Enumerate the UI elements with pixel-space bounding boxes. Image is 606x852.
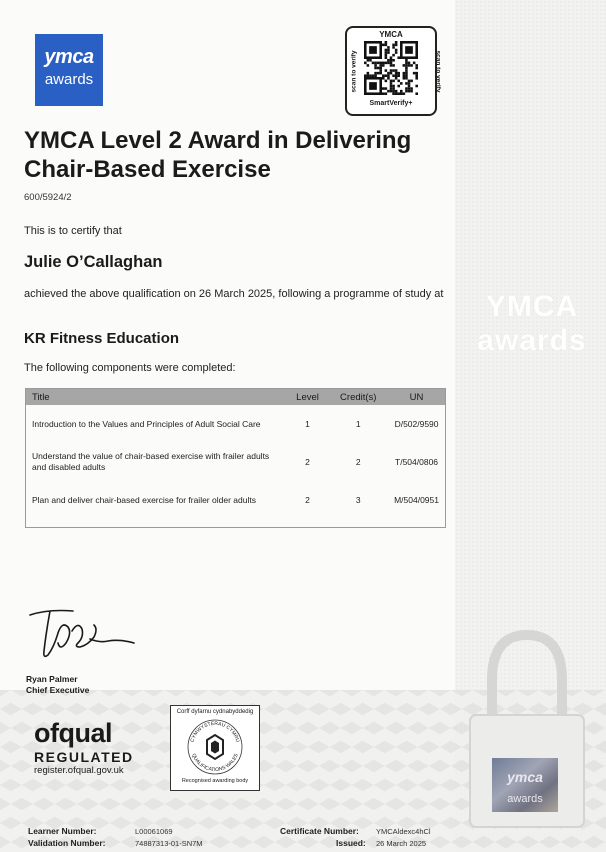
table-row [26,481,446,519]
qualification-title: YMCA Level 2 Award in Delivering Chair-Based Exercise [24,127,412,183]
ofqual-status: REGULATED [34,749,134,765]
hologram-line1: ymca [507,769,543,785]
ymca-awards-logo [35,34,103,106]
header-credits: Credit(s) [328,389,388,406]
certificate-number: YMCAldexc4hCl [376,827,431,836]
qualifications-wales-badge [170,705,260,791]
welsh-bottom-text: Recognised awarding body [181,778,249,784]
validation-number: 74887313-01-SN7M [135,839,203,848]
qr-side-left: scan to verify [350,50,358,93]
unit-level: 2 [305,456,310,467]
certificate-number-label: Certificate Number: [280,826,359,836]
signatory [26,674,89,696]
ofqual-wordmark: ofqual [34,718,112,748]
header-title: Title [26,389,287,406]
unit-credits: 2 [355,456,361,467]
issued-label: Issued: [336,838,366,848]
issued-date: 26 March 2025 [376,839,427,848]
watermark-line2: awards [477,324,587,357]
table-row [26,405,446,443]
table-header-row [26,389,446,406]
welsh-top-text: Corff dyfarnu cydnabyddedig [176,709,254,715]
qr-title: YMCA [379,30,403,39]
ofqual-url: register.ofqual.gov.uk [34,765,124,776]
svg-text:QUALIFICATIONS WALES [190,752,240,773]
watermark [472,290,592,358]
unit-level: 2 [305,494,310,505]
logo-line2: awards [44,71,94,88]
unit-number: T/504/0806 [395,456,439,467]
validation-number-label: Validation Number: [28,838,106,848]
qualification-code: 600/5924/2 [24,192,72,203]
smartverify-qr-badge[interactable] [345,26,442,116]
unit-number: D/502/9590 [394,418,439,429]
header-level: Level [287,389,329,406]
watermark-line1: YMCA [485,290,579,323]
signatory-role: Chief Executive [26,685,90,695]
achievement-text: achieved the above qualification on 26 March 2025, following a programme of study at [24,288,444,300]
learner-number-label: Learner Number: [28,826,97,836]
table-spacer [26,519,446,528]
learner-number: L00061069 [135,827,173,836]
unit-level: 1 [305,418,310,429]
logo-line1: ymca [44,46,94,68]
qualifications-wales-seal-icon [187,718,243,776]
signature-icon [28,603,138,663]
unit-credits: 1 [355,418,361,429]
training-provider: KR Fitness Education [24,330,180,347]
unit-number: M/504/0951 [394,494,439,505]
unit-credits: 3 [355,494,361,505]
unit-title: Introduction to the Values and Principles of Adult Social Care [32,418,261,429]
units-table [25,388,446,528]
header-un: UN [388,389,445,406]
padlock-hologram-icon [462,610,592,830]
table-row [26,443,446,481]
signatory-name: Ryan Palmer [26,674,78,684]
unit-title: Understand the value of chair-based exercise with frailer adults and disabled adults [32,451,270,472]
qr-code-icon[interactable] [364,41,418,97]
svg-text:CYMWYSTERAU CYMRU [190,721,241,743]
seal-ring-top: CYMWYSTERAU CYMRU [189,720,241,743]
components-text: The following components were completed: [24,362,236,374]
seal-ring-bottom: QUALIFICATIONS WALES [190,752,240,774]
qr-footer: SmartVerify+ [369,100,413,107]
certify-text: This is to certify that [24,225,122,237]
qr-side-right: scan to verify [434,50,442,93]
learner-name: Julie O’Callaghan [24,253,163,271]
hologram-line2: awards [507,793,543,805]
ofqual-regulated-logo [34,720,142,777]
unit-title: Plan and deliver chair-based exercise for frailer older adults [32,494,256,505]
